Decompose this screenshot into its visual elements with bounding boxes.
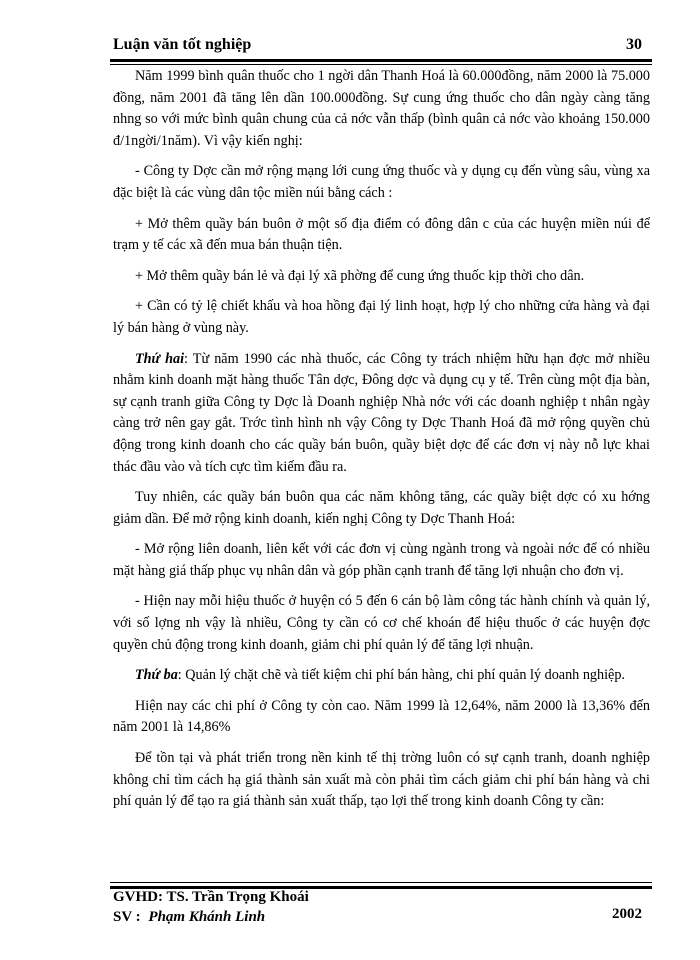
paragraph-7: Tuy nhiên, các quầy bán buôn qua các năm không tăng, các quầy biệt dợc có xu hớng giảm dần. Để mở rộng kinh doanh, kiến nghị Công ty Dợc Thanh Hoá: — [113, 489, 650, 527]
paragraph-9: - Hiện nay mỗi hiệu thuốc ở huyện có 5 đến 6 cán bộ làm công tác hành chính và quản lý, với số lợng nh vậy là nhiều, Công ty cần có cơ chế khoán để hiệu thuốc ở các huyện đợc quyền chủ động trong kinh doanh, giảm chi phí quản lý để tăng lợi nhuận. — [113, 593, 650, 653]
footer-supervisor: GVHD: TS. Trần Trọng Khoái — [113, 889, 309, 905]
footer-student — [113, 909, 265, 926]
paragraph-10: Thứ ba: Quản lý chặt chẽ và tiết kiệm chi phí bán hàng, chi phí quản lý doanh nghiệp. — [135, 667, 625, 684]
paragraph-3: + Mở thêm quầy bán buôn ở một số địa điểm có đông dân c của các huyện miền núi để trạm y tế các xã đến mua bán thuận tiện. — [113, 215, 650, 254]
footer-rule-thin — [110, 882, 652, 883]
paragraph-2: - Công ty Dợc cần mở rộng mạng lới cung ứng thuốc và y dụng cụ đến vùng sâu, vùng xa đặc biệt là các vùng dân tộc miền núi bằng cách : — [113, 163, 650, 201]
paragraph-8: - Mở rộng liên doanh, liên kết với các đơn vị cùng ngành trong và ngoài nớc để có nhiều mặt hàng giá thấp phục vụ nhân dân và góp phần cạnh tranh để tăng lợi nhuận cho đơn vị. — [113, 541, 650, 579]
header-title: Luận văn tốt nghiệp — [113, 36, 252, 53]
lead-thu-ba: Thứ ba — [135, 667, 178, 684]
paragraph-11: Hiện nay các chi phí ở Công ty còn cao. Năm 1999 là 12,64%, năm 2000 là 13,36% đến năm 2001 là 14,86% — [113, 697, 650, 736]
footer-year: 2002 — [612, 906, 642, 922]
paragraph-12: Để tồn tại và phát triển trong nền kinh tế thị trờng luôn có sự cạnh tranh, doanh nghiệp không chỉ tìm cách hạ giá thành sản xuất mà còn phải tìm cách giảm chi phí bán hàng và chi phí quản lý để tạo ra giá thành sản xuất thấp, tạo lợi thế trong kinh doanh Công ty cần: — [113, 750, 650, 810]
lead-thu-hai: Thứ hai — [135, 350, 185, 367]
paragraph-4: + Mở thêm quầy bán lẻ và đại lý xã phờng để cung ứng thuốc kịp thời cho dân. — [135, 267, 585, 284]
student-name: Phạm Khánh Linh — [148, 909, 266, 925]
header-rule — [110, 59, 652, 62]
student-label: SV : — [113, 909, 145, 925]
paragraph-5: + Cần có tỷ lệ chiết khấu và hoa hồng đại lý linh hoạt, hợp lý cho những cửa hàng và đại lý bán hàng ở vùng này. — [113, 298, 650, 336]
paragraph-6: Thứ hai: Từ năm 1990 các nhà thuốc, các Công ty trách nhiệm hữu hạn đợc mở nhiều nhằm kinh doanh mặt hàng thuốc Tân dợc, Đông dợc và dụng cụ y tế. Trên cùng một địa bàn, sự cạnh tranh giữa Công ty Dợc là Doanh nghiệp Nhà nớc với các doanh nghiệp t nhân ngày càng trở nên gay gắt. Trớc tình hình nh vậy Công ty Dợc Thanh Hoá đã mở rộng quyền chủ động trong kinh doanh cho các quầy bán buôn, quầy biệt dợc để các đơn vị này nỗ lực khai thác đầu vào và tích cực tìm kiếm đầu ra. — [113, 350, 650, 475]
page-number: 30 — [626, 36, 642, 53]
paragraph-1: Năm 1999 bình quân thuốc cho 1 ngời dân Thanh Hoá là 60.000đồng, năm 2000 là 75.000 đồng, năm 2001 đã tăng lên dần 100.000đồng. Sự cung ứng thuốc cho dân ngày càng tăng nhng so với mức bình quân chung của cả nớc vẫn thấp (bình quân cả nớc vào khoảng 150.000 đ/1ngời/1năm). Vì vậy kiến nghị: — [113, 68, 650, 149]
body-text — [113, 66, 650, 822]
header-rule-thin — [110, 64, 652, 65]
